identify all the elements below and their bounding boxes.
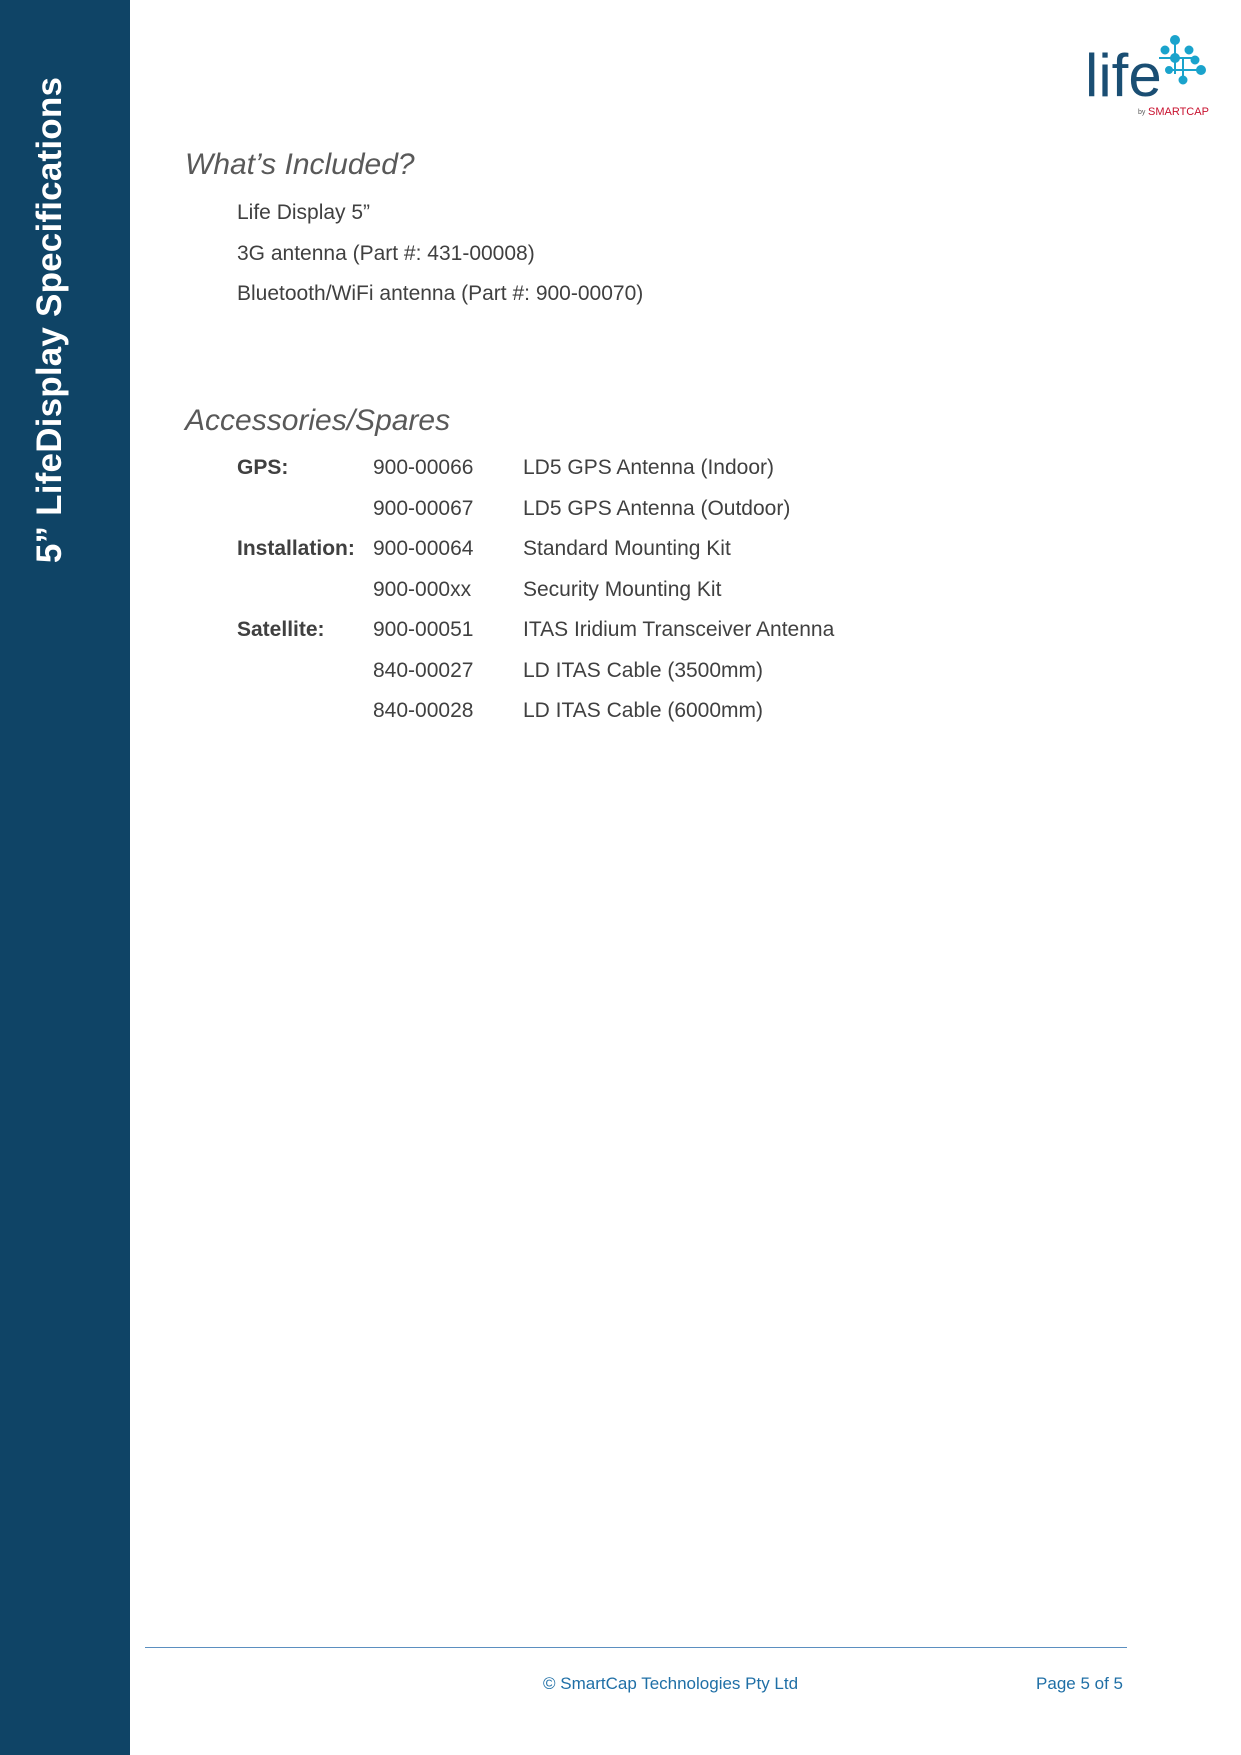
description-cell: Security Mounting Kit <box>523 577 722 601</box>
description-cell: LD5 GPS Antenna (Indoor) <box>523 456 774 479</box>
part-number-cell: 840-00028 <box>373 699 474 722</box>
table-row <box>237 534 834 575</box>
logo-plus-dots-icon <box>1159 36 1205 84</box>
footer-copyright: © SmartCap Technologies Pty Ltd <box>543 1674 799 1693</box>
description-cell: ITAS Iridium Transceiver Antenna <box>523 618 835 641</box>
description-cell: LD ITAS Cable (6000mm) <box>523 699 764 722</box>
part-number-cell: 900-000xx <box>373 577 472 601</box>
category-cell: GPS: <box>237 456 289 479</box>
page-number: Page 5 of 5 <box>1036 1674 1123 1693</box>
part-number-cell: 900-00066 <box>373 456 474 479</box>
category-cell <box>237 656 373 697</box>
list-item: Bluetooth/WiFi antenna (Part #: 900-00070) <box>237 282 644 305</box>
included-heading: What’s Included? <box>185 148 415 181</box>
table-row <box>237 453 834 494</box>
logo-word: life <box>1085 42 1162 109</box>
logo-brand: SMARTCAP <box>1148 106 1209 118</box>
table-row <box>237 696 834 737</box>
table-row <box>237 494 834 535</box>
part-number-cell: 900-00064 <box>373 537 474 560</box>
description-cell: Standard Mounting Kit <box>523 537 731 560</box>
list-item: Life Display 5” <box>237 201 371 224</box>
table-row <box>237 615 834 656</box>
table-row <box>237 575 834 616</box>
logo-byline: by <box>1138 109 1146 116</box>
part-number-cell: 840-00027 <box>373 658 474 682</box>
table-row <box>237 656 834 697</box>
sidebar-title: 5” LifeDisplay Specifications <box>30 76 69 564</box>
category-cell: Installation: <box>237 537 355 560</box>
category-cell <box>237 575 373 616</box>
description-cell: LD ITAS Cable (3500mm) <box>523 658 764 682</box>
accessories-table <box>237 453 834 737</box>
part-number-cell: 900-00051 <box>373 618 474 641</box>
included-list <box>237 198 643 320</box>
life-smartcap-logo <box>1085 34 1210 120</box>
accessories-heading: Accessories/Spares <box>185 404 451 437</box>
part-number-cell: 900-00067 <box>373 496 474 520</box>
category-cell: Satellite: <box>237 618 325 641</box>
list-item: 3G antenna (Part #: 431-00008) <box>237 241 535 265</box>
category-cell <box>237 494 373 535</box>
footer-divider <box>145 1647 1127 1648</box>
sidebar-banner <box>0 0 130 1755</box>
category-cell <box>237 696 373 737</box>
description-cell: LD5 GPS Antenna (Outdoor) <box>523 496 791 520</box>
